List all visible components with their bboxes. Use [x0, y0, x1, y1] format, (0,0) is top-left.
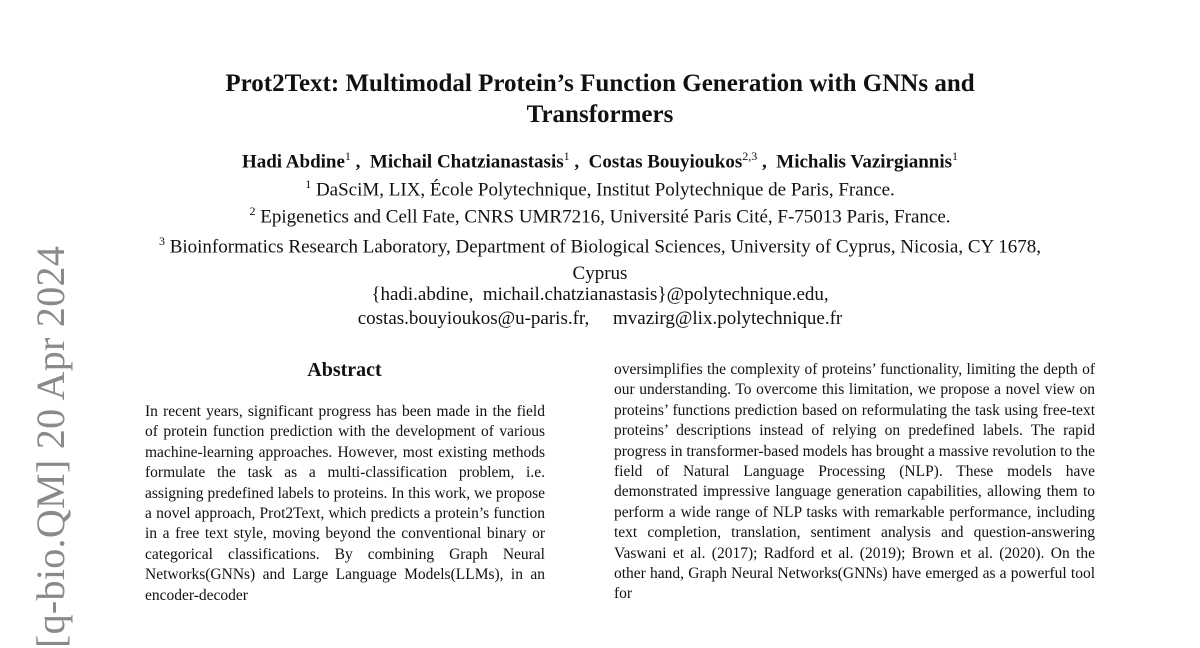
affiliation-2 — [100, 200, 1100, 228]
abstract-text: In recent years, significant progress has been made in the field of protein function prediction with the development of various machine-learning approaches. However, most existing methods formulate the task as a multi-classification problem, i.e. assigning predefined labels to proteins. In this work, we propose a novel approach, Prot2Text, which predicts a protein’s function in a free text style, moving beyond the conventional binary or categorical classifications. By combining Graph Neural Networks(GNNs) and Large Language Models(LLMs), in an encoder-decoder — [145, 403, 545, 604]
author-list: Hadi Abdine$^1$ , Michail Chatzianastasis$^1$ , Costas Bouyioukos$^{2,3}$ , Michalis Vazirgiannis$^1$ — [241, 149, 959, 173]
author-affiliation-mark: 2,3 — [742, 149, 758, 163]
author-name: Hadi Abdine — [241, 151, 345, 173]
affiliation-number: 2 — [249, 204, 256, 218]
affiliation-1 — [100, 173, 1100, 201]
author-name: Costas Bouyioukos — [588, 151, 743, 173]
affiliation-number: 3 — [158, 234, 165, 248]
arxiv-side-stamp: [q-bio.QM] 20 Apr 2024 — [28, 245, 73, 648]
author-name: Michail Chatzianastasis — [369, 151, 564, 173]
affiliation-number: 1 — [305, 177, 312, 191]
affiliation-3 — [150, 228, 1050, 287]
paper-title: Prot2Text: Multimodal Protein’s Function Generation with GNNs and Transformers — [225, 70, 975, 128]
abstract-heading: Abstract — [307, 359, 382, 381]
email-line: {hadi.abdine, michail.chatzianastasis}@polytechnique.edu, — [371, 284, 829, 305]
author-affiliation-mark: 1 — [563, 149, 570, 163]
affiliation-text: Bioinformatics Research Laboratory, Department of Biological Sciences, University of Cyprus, Nicosia, CY 1678, Cyprus — [169, 236, 1042, 285]
email-line: costas.bouyioukos@u-paris.fr, mvazirg@lix.polytechnique.fr — [357, 308, 843, 329]
affiliation-text: Epigenetics and Cell Fate, CNRS UMR7216, Université Paris Cité, F-75013 Paris, France. — [260, 206, 951, 228]
introduction-text: oversimplifies the complexity of proteins’ functionality, limiting the depth of our understanding. To overcome this limitation, we propose a novel view on proteins’ functions prediction based on reformulating the task using free-text proteins’ descriptions instead of relying on predefined labels. The rapid progress in transformer-based models has brought a massive revolution to the field of Natural Language Processing (NLP). These models have demonstrated impressive language generation capabilities, allowing them to perform a wide range of NLP tasks with remarkable performance, including text completion, translation, sentiment analysis and question-answering Vaswani et al. (2017); Radford et al. (2019); Brown et al. (2020). On the other hand, Graph Neural Networks(GNNs) have emerged as a powerful tool for — [614, 361, 1095, 603]
affiliation-text: DaSciM, LIX, École Polytechnique, Institut Polytechnique de Paris, France. — [315, 179, 895, 201]
author-emails — [100, 283, 1100, 331]
author-affiliation-mark: 1 — [344, 149, 351, 163]
author-affiliation-mark: 1 — [952, 149, 959, 163]
author-name: Michalis Vazirgiannis — [776, 151, 953, 173]
